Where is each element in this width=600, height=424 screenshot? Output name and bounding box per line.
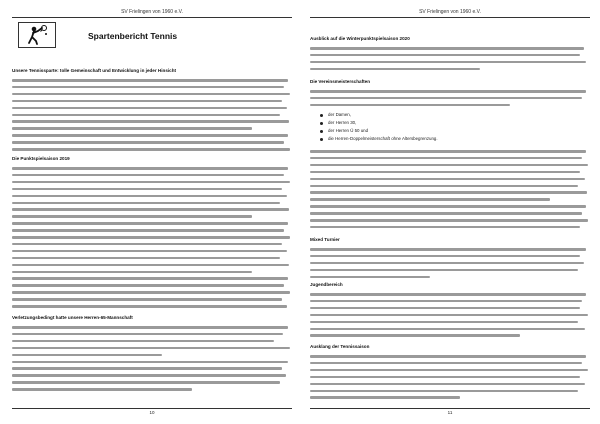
text-line-placeholder — [310, 219, 588, 222]
text-line-placeholder — [12, 361, 288, 364]
text-line-placeholder — [12, 79, 288, 82]
text-line-placeholder — [310, 104, 510, 107]
text-line-placeholder — [310, 321, 578, 324]
text-line-placeholder — [12, 93, 290, 96]
text-line-placeholder — [12, 354, 162, 357]
text-line-placeholder — [12, 381, 280, 384]
bullet-item: der Herren Ü 50 und — [328, 128, 369, 133]
text-line-placeholder — [310, 157, 582, 160]
text-line-placeholder — [12, 215, 252, 218]
text-line-placeholder — [12, 148, 290, 151]
text-line-placeholder — [310, 255, 580, 258]
bullet-item: der Damen, — [328, 112, 351, 117]
text-line-placeholder — [12, 388, 192, 391]
text-line-placeholder — [310, 68, 480, 71]
text-line-placeholder — [310, 376, 580, 379]
text-line-placeholder — [12, 86, 284, 89]
text-line-placeholder — [310, 383, 585, 386]
section-heading: Unsere Tennissparte: tolle Gemeinschaft und Entwicklung in jeder Hinsicht — [12, 68, 177, 73]
text-line-placeholder — [12, 305, 287, 308]
text-line-placeholder — [12, 236, 290, 239]
text-line-placeholder — [12, 284, 284, 287]
footer-rule — [12, 408, 292, 409]
text-line-placeholder — [12, 114, 280, 117]
text-line-placeholder — [310, 54, 580, 57]
text-line-placeholder — [12, 277, 288, 280]
title-row — [18, 22, 280, 48]
page-header: SV Frielingen von 1960 e.V. — [419, 9, 481, 15]
page-number: 11 — [447, 410, 453, 415]
text-line-placeholder — [12, 134, 288, 137]
left-page — [12, 0, 292, 424]
text-line-placeholder — [12, 120, 289, 123]
text-line-placeholder — [12, 141, 284, 144]
text-line-placeholder — [310, 276, 430, 279]
text-line-placeholder — [310, 355, 586, 358]
text-line-placeholder — [12, 127, 252, 130]
text-line-placeholder — [12, 374, 286, 377]
page-header: SV Frielingen von 1960 e.V. — [121, 9, 183, 15]
text-line-placeholder — [12, 181, 290, 184]
text-line-placeholder — [12, 243, 282, 246]
text-line-placeholder — [310, 47, 584, 50]
text-line-placeholder — [12, 222, 288, 225]
section-heading: Ausklang der Tennissaison — [310, 344, 370, 349]
text-line-placeholder — [12, 195, 287, 198]
text-line-placeholder — [310, 314, 588, 317]
text-line-placeholder — [12, 326, 288, 329]
bullet-dot — [320, 138, 323, 141]
section-heading: Jugendbereich — [310, 282, 343, 287]
text-line-placeholder — [310, 396, 460, 399]
footer-rule — [310, 408, 590, 409]
bullet-dot — [320, 130, 323, 133]
text-line-placeholder — [12, 291, 290, 294]
page-title: Spartenbericht Tennis — [88, 31, 178, 41]
bullet-item: die Herren-Doppelmeisterschaft ohne Altersbegrenzung. — [328, 136, 438, 141]
section-heading: Die Vereinsmeisterschaften — [310, 79, 371, 84]
text-line-placeholder — [310, 300, 582, 303]
text-line-placeholder — [12, 208, 289, 211]
text-line-placeholder — [12, 333, 283, 336]
text-line-placeholder — [12, 250, 287, 253]
text-line-placeholder — [12, 100, 282, 103]
header-rule — [12, 17, 292, 18]
bullet-item: der Herren 30, — [328, 120, 357, 125]
text-line-placeholder — [310, 191, 587, 194]
text-line-placeholder — [12, 167, 288, 170]
text-line-placeholder — [310, 328, 585, 331]
text-line-placeholder — [310, 212, 582, 215]
text-line-placeholder — [310, 185, 578, 188]
text-line-placeholder — [12, 347, 290, 350]
text-line-placeholder — [12, 229, 284, 232]
text-line-placeholder — [12, 271, 252, 274]
text-line-placeholder — [310, 90, 586, 93]
text-line-placeholder — [12, 174, 284, 177]
section-heading: Mixed Turnier — [310, 237, 340, 242]
header-rule — [310, 17, 590, 18]
text-line-placeholder — [310, 61, 586, 64]
right-page — [310, 0, 590, 424]
text-line-placeholder — [310, 150, 586, 153]
text-line-placeholder — [310, 226, 580, 229]
text-line-placeholder — [12, 107, 287, 110]
text-line-placeholder — [310, 248, 586, 251]
section-heading: Ausblick auf die Winterpunktspielsaison 2020 — [310, 36, 410, 41]
text-line-placeholder — [12, 340, 274, 343]
tennis-player-icon — [18, 22, 56, 48]
text-line-placeholder — [310, 198, 550, 201]
text-line-placeholder — [310, 369, 588, 372]
section-heading: Verletzungsbedingt hatte unsere Herren-65-Mannschaft — [12, 315, 133, 320]
text-line-placeholder — [310, 269, 578, 272]
text-line-placeholder — [12, 188, 282, 191]
text-line-placeholder — [12, 367, 282, 370]
bullet-dot — [320, 114, 323, 117]
text-line-placeholder — [12, 202, 280, 205]
text-line-placeholder — [310, 390, 578, 393]
text-line-placeholder — [310, 178, 585, 181]
text-line-placeholder — [310, 262, 584, 265]
text-line-placeholder — [310, 171, 580, 174]
text-line-placeholder — [12, 298, 282, 301]
text-line-placeholder — [310, 334, 520, 337]
text-line-placeholder — [310, 362, 582, 365]
text-line-placeholder — [12, 257, 280, 260]
text-line-placeholder — [310, 164, 588, 167]
text-line-placeholder — [310, 205, 586, 208]
page-number: 10 — [149, 410, 155, 415]
bullet-dot — [320, 122, 323, 125]
text-line-placeholder — [310, 307, 580, 310]
text-line-placeholder — [310, 97, 582, 100]
text-line-placeholder — [12, 264, 289, 267]
section-heading: Die Punktspielsaison 2019 — [12, 156, 70, 161]
text-line-placeholder — [310, 293, 586, 296]
